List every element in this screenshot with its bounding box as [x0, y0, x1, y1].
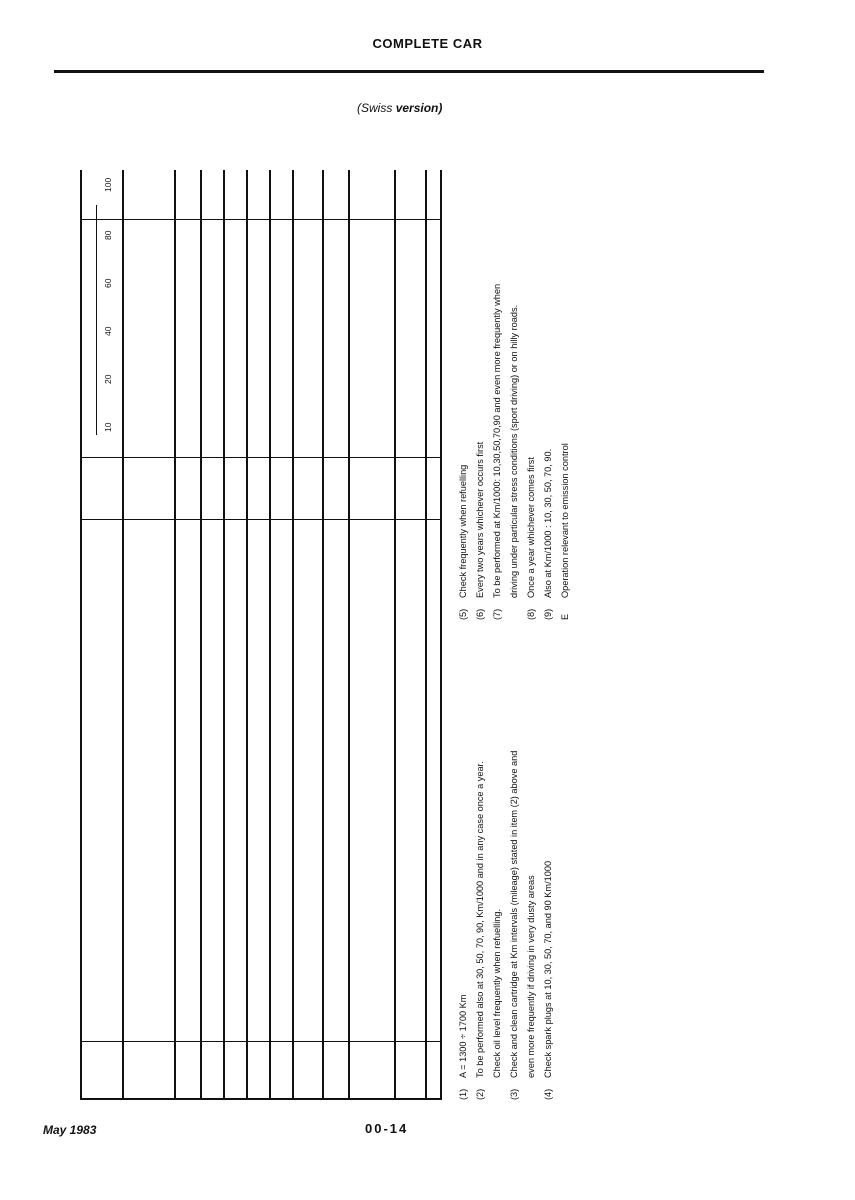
footnote-number: (1): [458, 1088, 468, 1100]
footnote-number: (5): [458, 608, 468, 620]
header-rule: [54, 70, 764, 73]
footnote: [540, 640, 557, 1100]
footnote-number: (9): [543, 608, 553, 620]
footnote: [540, 160, 557, 620]
footnote-text: Operation relevant to emission control: [560, 443, 570, 598]
footnote-text: To be performed at Km/1000: 10,30,50,70,90 and even more frequently when: [492, 283, 502, 598]
footnote-text: A = 1300 ÷ 1700 Km: [458, 994, 468, 1078]
footnote-number: (2): [475, 1088, 485, 1100]
header-km-rule: [96, 205, 97, 435]
row-rule: [348, 170, 350, 1100]
footnote-text: even more frequently if driving in very dusty areas: [526, 875, 536, 1078]
footnote: [455, 160, 472, 620]
footnote-number: (4): [543, 1088, 553, 1100]
page-subtitle: [357, 101, 442, 115]
subtitle-bold: version): [395, 101, 443, 115]
row-rule: [269, 170, 271, 1100]
row-rule: [174, 170, 176, 1100]
page-title: COMPLETE CAR: [372, 36, 483, 51]
footnote: [472, 640, 506, 1100]
footnote: [489, 160, 523, 620]
row-rule: [322, 170, 324, 1100]
footnote-number: (8): [526, 608, 536, 620]
km-col-40: 40: [103, 326, 113, 336]
row-rule: [425, 170, 427, 1100]
footnote-number: (3): [509, 1088, 519, 1100]
footnote-number: (6): [475, 608, 485, 620]
col-sep-no: [80, 1041, 440, 1042]
footnote: [506, 640, 540, 1100]
row-rule: [223, 170, 225, 1100]
footnote-text: Every two years whichever occurs first: [475, 441, 485, 598]
col-sep-op: [80, 519, 440, 520]
col-sep-notes: [80, 219, 440, 220]
footnote-text: Check spark plugs at 10, 30, 50, 70, and 90 Km/1000: [543, 860, 553, 1078]
km-col-60: 60: [103, 278, 113, 288]
maintenance-table: [80, 165, 440, 1100]
footnote-number: E: [560, 613, 570, 620]
footnote: [557, 160, 574, 620]
row-rule: [292, 170, 294, 1100]
row-rule: [440, 170, 442, 1100]
footnote-text: Also at Km/1000 : 10, 30, 50, 70, 90.: [543, 448, 553, 598]
footnote-text: Check frequently when refuelling: [458, 464, 468, 598]
header-bottom-rule: [122, 170, 124, 1100]
footnote-text: To be performed also at 30, 50, 70, 90, Km/1000 and in any case once a year.: [475, 761, 485, 1078]
footer-date: May 1983: [43, 1123, 97, 1137]
footnote: [472, 160, 489, 620]
footnote-text: Once a year whichever comes first: [526, 457, 536, 598]
table-border-left: [80, 1098, 440, 1100]
km-col-20: 20: [103, 374, 113, 384]
table-border-top: [80, 170, 82, 1100]
footnotes-left: [455, 640, 557, 1100]
km-col-10: 10: [103, 422, 113, 432]
subtitle-prefix: (Swiss: [357, 101, 393, 115]
km-col-80: 80: [103, 230, 113, 240]
row-rule: [200, 170, 202, 1100]
footnote: [455, 640, 472, 1100]
km-col-100: 100: [103, 177, 113, 192]
footer-page-number: 00-14: [365, 1121, 409, 1136]
footnote: [523, 160, 540, 620]
footnotes-right: [455, 160, 574, 620]
col-sep-a: [80, 457, 440, 458]
footnote-text: driving under particular stress conditions (sport driving) or on hilly roads.: [509, 304, 519, 598]
footnote-text: Check oil level frequently when refuelling.: [492, 908, 502, 1078]
footnote-number: (7): [492, 608, 502, 620]
footnote-text: Check and clean cartridge at Km intervals (mileage) stated in item (2) above and: [509, 750, 519, 1078]
row-rule: [394, 170, 396, 1100]
row-rule: [246, 170, 248, 1100]
rotated-content: [80, 160, 570, 1100]
